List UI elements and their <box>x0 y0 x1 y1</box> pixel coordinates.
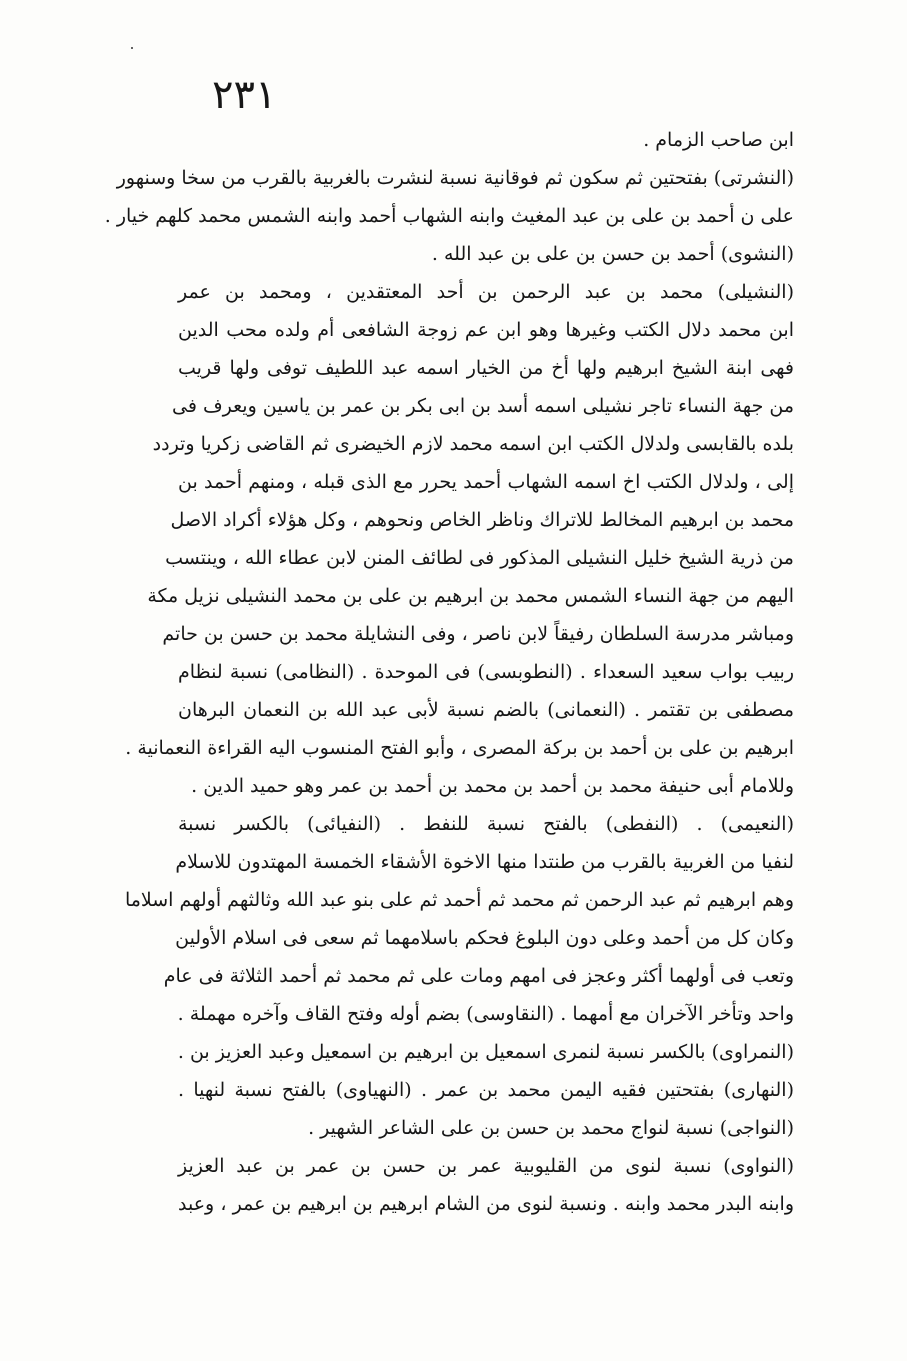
text-line: ابرهيم بن على بن أحمد بن بركة المصرى ، وأبو الفتح المنسوب اليه القراءة النعمانية . <box>125 737 794 759</box>
text-line: (النواوى) نسبة لنوى من القليوبية عمر بن حسن بن عمر بن عبد العزيز <box>178 1155 794 1177</box>
text-line: إلى ، ولدلال الكتب اخ اسمه الشهاب أحمد يحرر مع الذى قبله ، ومنهم أحمد بن <box>178 471 794 493</box>
text-line: (النشرتى) بفتحتين ثم سكون ثم فوقانية نسبة لنشرت بالغربية بالقرب من سخا وسنهور <box>116 167 794 189</box>
text-line: ابن صاحب الزمام . <box>643 129 794 151</box>
text-line: وهم ابرهيم ثم عبد الرحمن ثم محمد ثم أحمد ثم على بنو عبد الله وثالثهم أولهم اسلاما <box>124 889 794 911</box>
text-line: بلده بالقابسى ولدلال الكتب ابن اسمه محمد لازم الخيضرى ثم القاضى زكريا وتردد <box>152 433 794 455</box>
text-line: (النمراوى) بالكسر نسبة لنمرى اسمعيل بن ابرهيم بن اسمعيل وعبد العزيز بن . <box>177 1041 794 1063</box>
text-line: من ذرية الشيخ خليل النشيلى المذكور فى لطائف المنن لابن عطاء الله ، وينتسب <box>165 547 794 569</box>
text-line: مصطفى بن تقتمر . (النعمانى) بالضم نسبة لأبى عبد الله بن النعمان البرهان <box>178 699 794 721</box>
text-line: على ن أحمد بن على بن عبد المغيث وابنه الشهاب أحمد وابنه الشمس محمد كلهم خيار . <box>104 205 794 227</box>
body-text <box>104 121 794 1223</box>
page-number: ٢٣١ <box>212 72 277 118</box>
text-line: من جهة النساء تاجر نشيلى اسمه أسد بن ابى بكر بن عمر بن ياسين ويعرف فى <box>172 395 794 417</box>
text-line: وكان كل من أحمد وعلى دون البلوغ فحكم باسلامهما ثم سعى فى اسلام الأولين <box>175 927 794 949</box>
text-line: لنفيا من الغربية بالقرب من طنتدا منها الاخوة الأشقاء الخمسة المهتدون للاسلام <box>175 851 794 873</box>
text-line: وابنه البدر محمد وابنه . ونسبة لنوى من الشام ابرهيم بن ابرهيم بن عمر ، وعبد <box>178 1193 794 1215</box>
text-line: فهى ابنة الشيخ ابرهيم ولها أخ من الخيار اسمه عبد اللطيف توفى ولها قريب <box>178 357 794 379</box>
text-line: (النواجى) نسبة لنواج محمد بن حسن بن على الشاعر الشهير . <box>308 1117 794 1139</box>
ink-speck <box>131 47 133 49</box>
text-line: ربيب بواب سعيد السعداء . (النطوبسى) فى الموحدة . (النظامى) نسبة لنظام <box>178 661 794 683</box>
text-line: ابن محمد دلال الكتب وغيرها وهو ابن عم زوجة الشافعى أم ولده محب الدين <box>178 319 794 341</box>
text-line: وتعب فى أولهما أكثر وعجز فى امهم ومات على ثم محمد ثم أحمد الثلاثة فى عام <box>163 965 794 987</box>
text-line: (النشوى) أحمد بن حسن بن على بن عبد الله . <box>431 243 794 265</box>
text-line: محمد بن ابرهيم المخالط للاتراك وناظر الخاص ونحوهم ، وكل هؤلاء أكراد الاصل <box>170 509 794 531</box>
text-line: ومباشر مدرسة السلطان رفيقاً لابن ناصر ، وفى النشايلة محمد بن حسن بن حاتم <box>162 623 794 645</box>
text-line: (النعيمى) . (النفطى) بالفتح نسبة للنفط . (النفيائى) بالكسر نسبة <box>178 813 794 835</box>
text-line: واحد وتأخر الآخران مع أمهما . (النقاوسى) بضم أوله وفتح القاف وآخره مهملة . <box>177 1003 794 1025</box>
text-line: (النشيلى) محمد بن عبد الرحمن بن أحد المعتقدين ، ومحمد بن عمر <box>178 281 794 303</box>
text-line: (النهارى) بفتحتين فقيه اليمن محمد بن عمر . (النهياوى) بالفتح نسبة لنهيا . <box>178 1079 794 1101</box>
text-line: اليهم من جهة النساء الشمس محمد بن ابرهيم بن على بن محمد النشيلى نزيل مكة <box>147 585 794 607</box>
text-line: وللامام أبى حنيفة محمد بن أحمد بن محمد بن أحمد بن عمر وهو حميد الدين . <box>191 775 794 797</box>
